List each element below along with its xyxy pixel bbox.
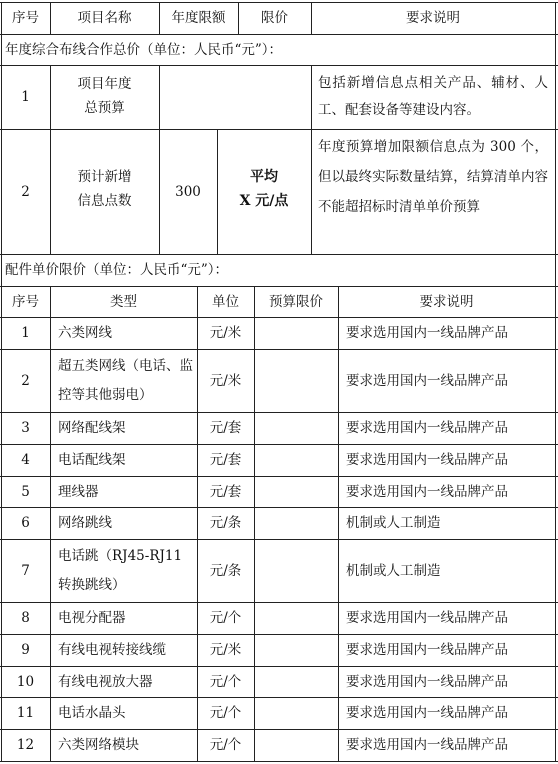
part-budget (254, 634, 338, 666)
part-no: 2 (21, 372, 30, 389)
section-title-annual-total: 年度综合布线合作总价（单位：人民币“元”）： (5, 41, 283, 58)
parts-header-requirement: 要求说明 (419, 293, 474, 310)
part-budget (254, 539, 338, 602)
part-requirement: 机制或人工制造 (346, 562, 441, 579)
part-requirement: 要求选用国内一线品牌产品 (346, 642, 508, 658)
part-unit: 元/套 (209, 420, 242, 436)
part-type: 六类网线 (58, 325, 112, 341)
part-unit: 元/米 (209, 372, 242, 389)
part-budget (254, 476, 338, 507)
part-no: 4 (21, 452, 30, 468)
project-name-cell (50, 65, 159, 129)
part-budget (254, 317, 338, 349)
parts-header-unit: 单位 (212, 293, 239, 310)
part-type: 有线电视转接线缆 (58, 642, 166, 658)
price-line: X 元/点 (239, 193, 289, 209)
rule (555, 2, 556, 762)
part-requirement: 要求选用国内一线品牌产品 (346, 737, 508, 753)
price-line: 平均 (250, 169, 278, 185)
parts-header-type: 类型 (110, 293, 137, 310)
project-name-cell (50, 129, 159, 254)
part-budget (254, 444, 338, 476)
part-requirement: 要求选用国内一线品牌产品 (346, 372, 508, 389)
requirement-cell: 年度预算增加限额信息点为 300 个，但以最终实际数量结算，结算清单内容不能超招标时清单单价预算 (318, 139, 548, 215)
parts-header-no: 序号 (12, 293, 39, 310)
part-unit: 元/条 (209, 562, 242, 579)
part-no: 9 (21, 642, 30, 658)
part-requirement: 要求选用国内一线品牌产品 (346, 673, 508, 690)
header-project-name: 项目名称 (77, 10, 132, 26)
part-requirement: 要求选用国内一线品牌产品 (346, 705, 508, 721)
header-annual-limit: 年度限额 (171, 10, 226, 26)
part-no: 7 (21, 562, 30, 579)
part-type: 电话配线架 (58, 452, 126, 468)
parts-header-budget: 预算限价 (269, 293, 323, 310)
project-name-line: 信息点数 (77, 193, 132, 209)
part-unit: 元/米 (209, 325, 242, 341)
part-no: 1 (21, 325, 30, 341)
project-name-line: 总预算 (84, 100, 125, 116)
part-budget (254, 412, 338, 444)
part-type: 六类网络模块 (58, 737, 139, 753)
quantity-value: 300 (175, 183, 201, 200)
header-requirement: 要求说明 (406, 10, 460, 26)
part-requirement: 要求选用国内一线品牌产品 (346, 420, 508, 436)
part-type: 有线电视放大器 (58, 673, 153, 690)
part-type: 理线器 (58, 483, 99, 500)
part-unit: 元/个 (209, 673, 242, 690)
section-title-parts: 配件单价限价（单位：人民币“元”）： (5, 262, 229, 278)
part-type: 电话跳（RJ45-RJ11 转换跳线） (58, 548, 183, 593)
part-budget (254, 349, 338, 412)
part-unit: 元/个 (209, 610, 242, 626)
requirement-cell: 包括新增信息点相关产品、辅材、人工、配套设备等建设内容。 (318, 75, 548, 118)
part-unit: 元/米 (209, 642, 242, 658)
part-requirement: 要求选用国内一线品牌产品 (346, 452, 508, 468)
part-budget (254, 666, 338, 697)
part-requirement: 要求选用国内一线品牌产品 (346, 325, 508, 341)
header-price-limit: 限价 (261, 10, 288, 26)
part-type: 超五类网线（电话、监控等其他弱电） (58, 358, 193, 403)
part-no: 11 (16, 705, 35, 721)
row-no: 2 (21, 183, 30, 200)
part-unit: 元/个 (209, 705, 242, 721)
part-type: 网络跳线 (58, 515, 112, 531)
part-no: 8 (21, 610, 30, 626)
rule (0, 761, 558, 762)
part-budget (254, 729, 338, 761)
part-requirement: 要求选用国内一线品牌产品 (346, 483, 508, 500)
price-cell (217, 129, 311, 254)
part-no: 10 (16, 673, 35, 690)
part-unit: 元/套 (209, 452, 242, 468)
part-type: 电视分配器 (58, 610, 126, 626)
part-unit: 元/个 (209, 737, 242, 753)
part-type: 网络配线架 (58, 420, 126, 436)
part-requirement: 要求选用国内一线品牌产品 (346, 610, 508, 626)
row-no: 1 (21, 89, 30, 105)
part-budget (254, 507, 338, 539)
part-budget (254, 697, 338, 729)
project-name-line: 项目年度 (77, 76, 132, 92)
part-no: 3 (21, 420, 30, 436)
part-unit: 元/条 (209, 515, 242, 531)
project-name-line: 预计新增 (77, 169, 132, 185)
part-type: 电话水晶头 (58, 705, 126, 721)
part-no: 5 (21, 483, 30, 500)
part-no: 6 (21, 515, 30, 531)
header-no: 序号 (12, 10, 39, 26)
part-budget (254, 602, 338, 634)
part-requirement: 机制或人工制造 (346, 515, 441, 531)
part-unit: 元/套 (209, 483, 242, 500)
part-no: 12 (16, 737, 35, 753)
